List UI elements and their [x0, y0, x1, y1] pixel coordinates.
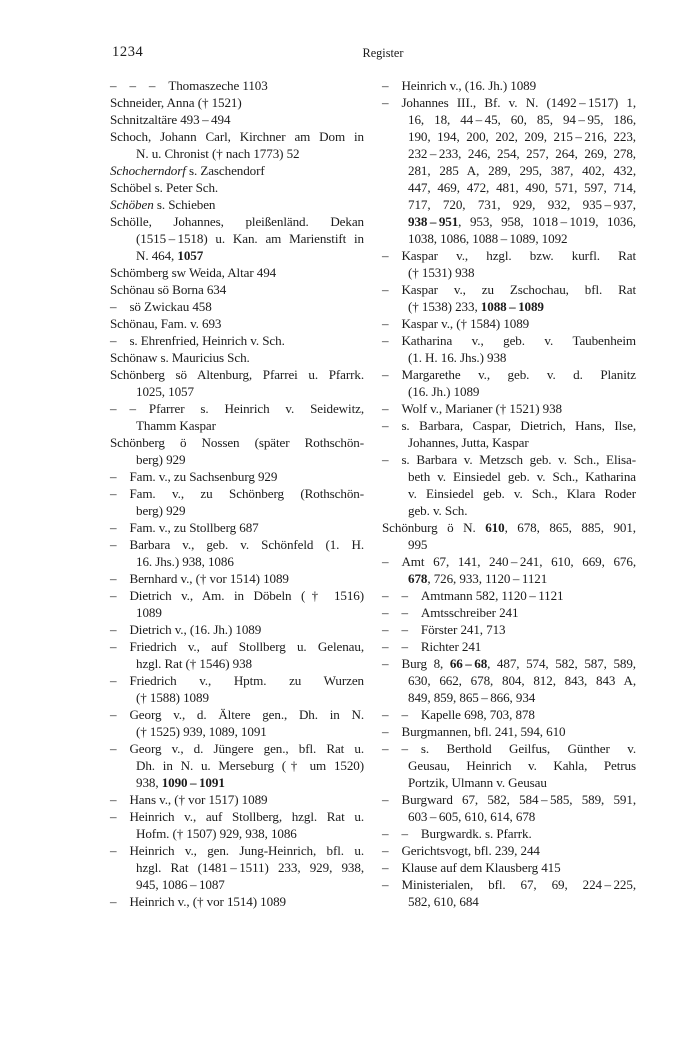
index-line-segment: – Johannes III., Bf. v. N. (1492 – 1517) 1, [382, 95, 636, 110]
index-line-segment: beth v. Einsiedel geb. v. Sch., Katharina [408, 469, 636, 484]
index-line-segment: 945, 1086 – 1087 [136, 877, 225, 892]
index-line [382, 689, 636, 706]
index-line-segment: (16. Jh.) 1089 [408, 384, 480, 399]
index-line-segment: berg) 929 [136, 503, 186, 518]
index-line [110, 349, 364, 366]
index-line [382, 808, 636, 825]
index-line [382, 162, 636, 179]
index-line [382, 774, 636, 791]
index-line-segment: – Hans v., († vor 1517) 1089 [110, 792, 268, 807]
index-line-segment: – Burgmannen, bfl. 241, 594, 610 [382, 724, 566, 739]
index-line [110, 179, 364, 196]
index-line-segment: Schömberg sw Weida, Altar 494 [110, 265, 277, 280]
index-line [382, 825, 636, 842]
index-line-segment: – – – Thomaszeche 1103 [110, 78, 268, 93]
index-line [382, 723, 636, 740]
index-line-segment: Dh. in N. u. Merseburg († um 1520) [136, 758, 364, 773]
index-line [110, 536, 364, 553]
index-line-segment: († 1525) 939, 1089, 1091 [136, 724, 267, 739]
index-line-segment: – Friedrich v., Hptm. zu Wurzen [110, 673, 364, 688]
index-line [110, 468, 364, 485]
index-line-segment: – Barbara v., geb. v. Schönfeld (1. H. [110, 537, 364, 552]
index-line-segment: – Margarethe v., geb. v. d. Planitz [382, 367, 636, 382]
index-line [110, 128, 364, 145]
index-line [110, 145, 364, 162]
index-line-segment: – Friedrich v., auf Stollberg u. Gelenau, [110, 639, 364, 654]
index-line [110, 111, 364, 128]
index-line-segment: – s. Barbara v. Metzsch geb. v. Sch., Elisa- [382, 452, 636, 467]
index-line [110, 502, 364, 519]
index-line [110, 825, 364, 842]
index-line [110, 723, 364, 740]
index-line-segment: 447, 469, 472, 481, 490, 571, 597, 714, [408, 180, 636, 195]
index-line [382, 264, 636, 281]
index-line [110, 77, 364, 94]
index-line [382, 94, 636, 111]
index-line [110, 196, 364, 213]
index-line-segment: , 726, 933, 1120 – 1121 [427, 571, 548, 586]
index-line-segment: († 1538) 233, [408, 299, 481, 314]
index-line-segment: – Heinrich v., († vor 1514) 1089 [110, 894, 286, 909]
index-line-segment: – Kaspar v., († 1584) 1089 [382, 316, 530, 331]
index-line [110, 213, 364, 230]
index-line [110, 315, 364, 332]
index-line [382, 893, 636, 910]
index-line [382, 451, 636, 468]
index-line-segment: – Fam. v., zu Sachsenburg 929 [110, 469, 278, 484]
index-line-segment: berg) 929 [136, 452, 186, 467]
index-line-segment-bold: 678 [408, 571, 428, 586]
index-line-segment: Schönberg sö Altenburg, Pfarrei u. Pfarrk. [110, 367, 364, 382]
index-line-segment: 232 – 233, 246, 254, 257, 264, 269, 278, [408, 146, 636, 161]
index-line-segment: 190, 194, 200, 202, 209, 215 – 216, 223, [408, 129, 636, 144]
index-line-segment: – Burg 8, [382, 656, 450, 671]
index-line [382, 366, 636, 383]
index-line-segment: Schönau, Fam. v. 693 [110, 316, 222, 331]
index-line-segment-bold: 1088 – 1089 [480, 299, 544, 314]
index-line [382, 485, 636, 502]
index-line [382, 145, 636, 162]
index-line [110, 553, 364, 570]
page-number: 1234 [112, 44, 144, 60]
index-line-segment: s. Zaschendorf [185, 163, 265, 178]
index-line [382, 281, 636, 298]
index-line [382, 502, 636, 519]
index-line-segment: 938, [136, 775, 162, 790]
index-line [382, 536, 636, 553]
index-line [382, 604, 636, 621]
index-line-segment-bold: 1057 [177, 248, 204, 263]
index-line-segment: – s. Ehrenfried, Heinrich v. Sch. [110, 333, 285, 348]
index-line [110, 417, 364, 434]
index-line [382, 128, 636, 145]
index-line-segment: – – Amtsschreiber 241 [382, 605, 519, 620]
index-line [110, 893, 364, 910]
index-line-segment: 1025, 1057 [136, 384, 194, 399]
index-line [110, 706, 364, 723]
index-line [110, 859, 364, 876]
index-line [382, 468, 636, 485]
index-line [382, 179, 636, 196]
index-line-segment: – Heinrich v., (16. Jh.) 1089 [382, 78, 537, 93]
index-line [382, 230, 636, 247]
index-line [110, 604, 364, 621]
index-line [110, 332, 364, 349]
index-line [110, 281, 364, 298]
index-line-segment: – s. Barbara, Caspar, Dietrich, Hans, Ilse, [382, 418, 636, 433]
index-line-segment: – Heinrich v., gen. Jung-Heinrich, bfl. u. [110, 843, 364, 858]
index-line [382, 349, 636, 366]
index-line [110, 400, 364, 417]
index-line [110, 774, 364, 791]
index-line-segment: – – Burgwardk. s. Pfarrk. [382, 826, 532, 841]
index-line [110, 808, 364, 825]
index-column-right [382, 77, 636, 910]
index-line-segment: 849, 859, 865 – 866, 934 [408, 690, 536, 705]
index-line [382, 706, 636, 723]
index-line [382, 111, 636, 128]
index-columns [110, 77, 636, 910]
index-line [110, 230, 364, 247]
index-line [382, 400, 636, 417]
index-line [382, 315, 636, 332]
index-line-segment: – – Kapelle 698, 703, 878 [382, 707, 535, 722]
index-line [382, 196, 636, 213]
index-line-segment: 16. Jhs.) 938, 1086 [136, 554, 234, 569]
index-line-segment: Schönberg ö Nossen (später Rothschön- [110, 435, 364, 450]
index-line-segment: – sö Zwickau 458 [110, 299, 212, 314]
index-line [382, 740, 636, 757]
index-line-segment: – Fam. v., zu Stollberg 687 [110, 520, 259, 535]
index-line-segment: – Burgward 67, 582, 584 – 585, 589, 591, [382, 792, 636, 807]
index-line [382, 213, 636, 230]
index-line [110, 264, 364, 281]
index-line-segment: 281, 285 A, 289, 295, 387, 402, 432, [408, 163, 636, 178]
index-line-segment: – Fam. v., zu Schönberg (Rothschön- [110, 486, 364, 501]
index-line [110, 485, 364, 502]
index-line [382, 553, 636, 570]
index-line-segment: – – Förster 241, 713 [382, 622, 506, 637]
index-line-segment: 16, 18, 44 – 45, 60, 85, 94 – 95, 186, [408, 112, 636, 127]
index-line-segment: – Amt 67, 141, 240 – 241, 610, 669, 676, [382, 554, 636, 569]
index-line [110, 434, 364, 451]
index-line [110, 451, 364, 468]
index-line [382, 383, 636, 400]
index-line [110, 757, 364, 774]
index-line [382, 298, 636, 315]
index-line-segment: – Gerichtsvogt, bfl. 239, 244 [382, 843, 540, 858]
index-line-segment-bold: 610 [485, 520, 505, 535]
index-line-segment: – Kaspar v., hzgl. bzw. kurfl. Rat [382, 248, 636, 263]
index-line [382, 842, 636, 859]
index-line [110, 876, 364, 893]
index-line-segment: – – Pfarrer s. Heinrich v. Seidewitz, [110, 401, 364, 416]
index-line [110, 298, 364, 315]
index-line-segment: 995 [408, 537, 428, 552]
index-line [382, 876, 636, 893]
index-line-segment: Schoch, Johann Carl, Kirchner am Dom in [110, 129, 364, 144]
index-line-segment: , 953, 958, 1018 – 1019, 1036, [458, 214, 636, 229]
index-line-segment: Portzik, Ulmann v. Geusau [408, 775, 547, 790]
index-line-segment-bold: 938 – 951 [408, 214, 459, 229]
index-line-segment-italic: Schocherndorf [110, 163, 186, 178]
index-line [382, 587, 636, 604]
index-line-segment: N. u. Chronist († nach 1773) 52 [136, 146, 300, 161]
index-line-segment: († 1531) 938 [408, 265, 475, 280]
index-line-segment: Schneider, Anna († 1521) [110, 95, 242, 110]
index-line-segment: – Georg v., d. Ältere gen., Dh. in N. [110, 707, 364, 722]
index-line [110, 791, 364, 808]
index-line [110, 842, 364, 859]
index-line [382, 859, 636, 876]
index-line [382, 417, 636, 434]
index-line-segment: – Wolf v., Marianer († 1521) 938 [382, 401, 562, 416]
index-line-segment: Schöbel s. Peter Sch. [110, 180, 219, 195]
index-line-segment: – Kaspar v., zu Zschochau, bfl. Rat [382, 282, 636, 297]
index-line [110, 740, 364, 757]
index-line [110, 519, 364, 536]
index-line-segment: (1515 – 1518) u. Kan. am Marienstift in [136, 231, 364, 246]
index-line-segment: († 1588) 1089 [136, 690, 209, 705]
index-line [382, 434, 636, 451]
index-line [110, 366, 364, 383]
index-line-segment: – Dietrich v., Am. in Döbeln († 1516) [110, 588, 364, 603]
index-line-segment: v. Einsiedel geb. v. Sch., Klara Roder [408, 486, 636, 501]
index-line [382, 655, 636, 672]
index-line-segment: – Bernhard v., († vor 1514) 1089 [110, 571, 289, 586]
index-line-segment: Schönaw s. Mauricius Sch. [110, 350, 250, 365]
index-line [382, 247, 636, 264]
index-line-segment: 630, 662, 678, 804, 812, 843, 843 A, [408, 673, 636, 688]
index-line-segment: – Klause auf dem Klausberg 415 [382, 860, 561, 875]
index-line-segment: Hofm. († 1507) 929, 938, 1086 [136, 826, 297, 841]
index-line-segment: geb. v. Sch. [408, 503, 468, 518]
index-line [382, 332, 636, 349]
index-line-segment: – – s. Berthold Geilfus, Günther v. [382, 741, 636, 756]
index-line [110, 570, 364, 587]
index-line [110, 689, 364, 706]
index-line [110, 247, 364, 264]
index-line [110, 587, 364, 604]
index-line-segment: 1038, 1086, 1088 – 1089, 1092 [408, 231, 568, 246]
index-line-segment: s. Schieben [153, 197, 216, 212]
index-line [110, 162, 364, 179]
index-line-segment-italic: Schöben [110, 197, 154, 212]
index-line [382, 672, 636, 689]
index-line-segment: – – Amtmann 582, 1120 – 1121 [382, 588, 564, 603]
index-line-segment: Schölle, Johannes, pleißenländ. Dekan [110, 214, 364, 229]
index-line [110, 383, 364, 400]
index-line-segment: Thamm Kaspar [136, 418, 216, 433]
index-line [110, 638, 364, 655]
index-line-segment: 1089 [136, 605, 162, 620]
index-line-segment: 582, 610, 684 [408, 894, 479, 909]
index-line [382, 638, 636, 655]
index-line-segment: – Georg v., d. Jüngere gen., bfl. Rat u. [110, 741, 364, 756]
index-line-segment: hzgl. Rat (1481 – 1511) 233, 929, 938, [136, 860, 364, 875]
index-line-segment: – Katharina v., geb. v. Taubenheim [382, 333, 636, 348]
index-line-segment: (1. H. 16. Jhs.) 938 [408, 350, 507, 365]
index-line-segment: , 487, 574, 582, 587, 589, [487, 656, 636, 671]
index-line-segment: hzgl. Rat († 1546) 938 [136, 656, 252, 671]
index-line-segment-bold: 1090 – 1091 [161, 775, 225, 790]
index-line-segment: Geusau, Heinrich v. Kahla, Petrus [408, 758, 636, 773]
index-line-segment: – Dietrich v., (16. Jh.) 1089 [110, 622, 262, 637]
index-line-segment: Schönau sö Borna 634 [110, 282, 227, 297]
index-line [382, 519, 636, 536]
index-line-segment: 717, 720, 731, 929, 932, 935 – 937, [408, 197, 636, 212]
index-line [110, 655, 364, 672]
index-line-segment: – – Richter 241 [382, 639, 482, 654]
index-line [382, 77, 636, 94]
index-line-segment-bold: 66 – 68 [449, 656, 488, 671]
index-line [382, 570, 636, 587]
index-line-segment: Schnitzaltäre 493 – 494 [110, 112, 231, 127]
index-line [110, 94, 364, 111]
index-line-segment: – Heinrich v., auf Stollberg, hzgl. Rat u. [110, 809, 364, 824]
index-line [382, 621, 636, 638]
index-line-segment: 603 – 605, 610, 614, 678 [408, 809, 536, 824]
index-line-segment: – Ministerialen, bfl. 67, 69, 224 – 225, [382, 877, 636, 892]
running-header: Register [362, 46, 404, 60]
index-line [382, 757, 636, 774]
index-line [110, 621, 364, 638]
index-line-segment: N. 464, [136, 248, 178, 263]
index-line [382, 791, 636, 808]
index-line [110, 672, 364, 689]
index-line-segment: , 678, 865, 885, 901, [504, 520, 636, 535]
index-column-left [110, 77, 364, 910]
index-line-segment: Johannes, Jutta, Kaspar [408, 435, 529, 450]
index-line-segment: Schönburg ö N. [382, 520, 486, 535]
